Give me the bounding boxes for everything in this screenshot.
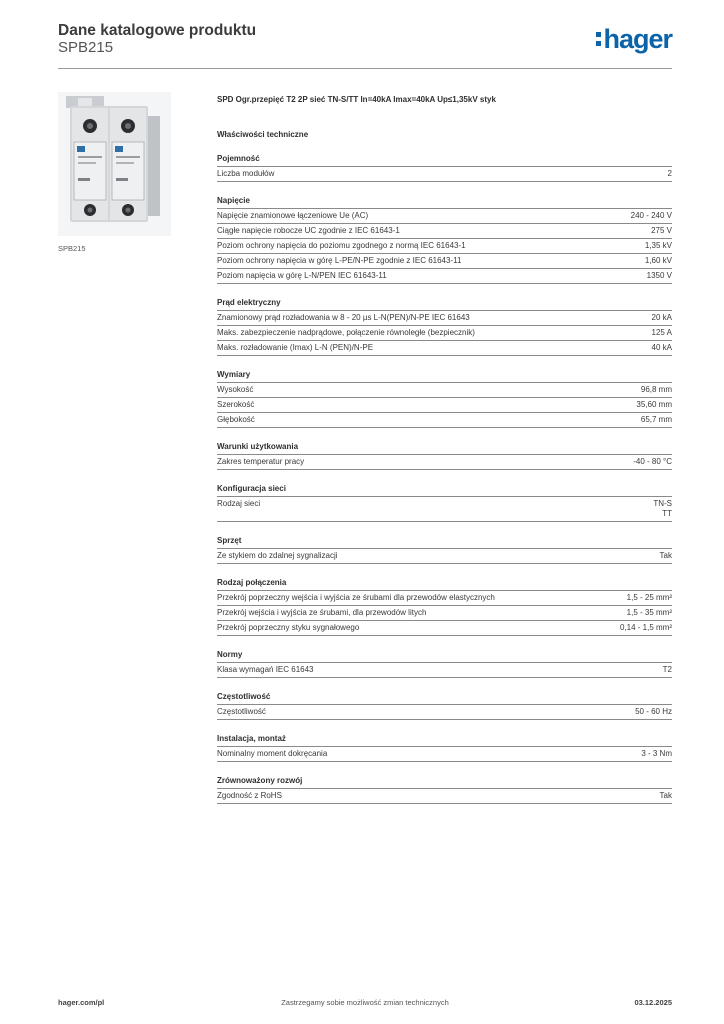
property-value: 0,14 - 1,5 mm² [619,623,672,632]
property-group-title: Rodzaj połączenia [217,578,287,587]
property-value: 50 - 60 Hz [635,707,672,716]
document-title: Dane katalogowe produktu [58,22,257,39]
property-label: Przekrój poprzeczny styku sygnałowego [217,623,360,632]
property-row [217,620,672,636]
product-image [58,92,171,236]
property-label: Klasa wymagań IEC 61643 [217,665,314,674]
property-value: TN-S TT [653,499,672,518]
property-label: Głębokość [217,415,255,424]
property-value: Tak [659,551,672,560]
property-row [217,310,672,325]
property-value: 96,8 mm [640,385,672,394]
property-row [217,253,672,268]
property-value: 1,5 - 25 mm² [626,593,672,602]
property-group [217,650,672,678]
property-label: Zgodność z RoHS [217,791,282,800]
property-label: Liczba modułów [217,169,275,178]
property-row [217,382,672,397]
property-row [217,397,672,412]
property-group-title: Wymiary [217,370,251,379]
property-value: 1,60 kV [644,256,672,265]
property-group-title: Instalacja, montaż [217,734,286,743]
property-value: 125 A [651,328,672,337]
property-row [217,340,672,356]
property-row [217,704,672,720]
property-group [217,536,672,564]
property-value: 240 - 240 V [630,211,672,220]
footer-date: 03.12.2025 [634,998,672,1007]
property-value: -40 - 80 °C [633,457,672,466]
property-group-title: Warunki użytkowania [217,442,299,451]
property-value: 3 - 3 Nm [641,749,672,758]
property-group [217,298,672,356]
property-row [217,166,672,182]
hager-logo [596,26,672,52]
property-label: Znamionowy prąd rozładowania w 8 - 20 µs L-N(PEN)/N-PE IEC 61643 [217,313,470,322]
property-value: 65,7 mm [640,415,672,424]
property-row [217,590,672,605]
property-group-title: Pojemność [217,154,260,163]
property-label: Ciągłe napięcie robocze UC zgodnie z IEC 61643-1 [217,226,400,235]
property-group-title: Normy [217,650,243,659]
property-row [217,325,672,340]
product-description: SPD Ogr.przepięć T2 2P sieć TN-S/TT In=40kA Imax=40kA Up≤1,35kV styk [217,95,496,104]
property-row [217,605,672,620]
property-group-title: Zrównoważony rozwój [217,776,303,785]
property-value: 40 kA [651,343,672,352]
property-group-title: Sprzęt [217,536,242,545]
property-row [217,208,672,223]
property-row [217,788,672,804]
property-group [217,484,672,522]
property-row [217,412,672,428]
property-label: Poziom ochrony napięcia w górę L-PE/N-PE zgodnie z IEC 61643-11 [217,256,462,265]
property-group [217,692,672,720]
property-label: Zakres temperatur pracy [217,457,305,466]
header-divider [58,68,672,69]
property-group [217,578,672,636]
property-row [217,662,672,678]
property-group [217,196,672,284]
property-group [217,734,672,762]
property-value: 1,5 - 35 mm² [626,608,672,617]
property-group-title: Napięcie [217,196,250,205]
property-label: Poziom ochrony napięcia do poziomu zgodnego z normą IEC 61643-1 [217,241,466,250]
property-group-title: Prąd elektryczny [217,298,281,307]
property-label: Częstotliwość [217,707,266,716]
property-group-title: Częstotliwość [217,692,271,701]
property-value: 35,60 mm [636,400,672,409]
property-label: Rodzaj sieci [217,499,261,508]
property-group [217,370,672,428]
property-label: Przekrój wejścia i wyjścia ze śrubami, dla przewodów litych [217,608,427,617]
property-group-title: Konfiguracja sieci [217,484,286,493]
property-row [217,496,672,522]
property-label: Nominalny moment dokręcania [217,749,328,758]
page-footer [58,998,672,1010]
property-row [217,454,672,470]
property-label: Poziom napięcia w górę L-N/PEN IEC 61643-11 [217,271,387,280]
property-value: 1350 V [646,271,672,280]
property-label: Napięcie znamionowe łączeniowe Ue (AC) [217,211,369,220]
surge-protector-illustration [58,92,171,236]
logo-dots-icon [596,32,601,46]
property-row [217,268,672,284]
property-label: Maks. rozładowanie (Imax) L-N (PEN)/N-PE [217,343,374,352]
property-row [217,746,672,762]
footer-disclaimer: Zastrzegamy sobie możliwość zmian technicznych [281,998,449,1007]
product-code: SPB215 [58,39,114,56]
property-label: Maks. zabezpieczenie nadprądowe, połączenie równoległe (bezpiecznik) [217,328,475,337]
property-row [217,548,672,564]
property-label: Wysokość [217,385,254,394]
property-value: Tak [659,791,672,800]
footer-website: hager.com/pl [58,998,105,1007]
property-value: 20 kA [651,313,672,322]
property-value: 2 [667,169,672,178]
property-row [217,223,672,238]
product-image-caption: SPB215 [58,244,86,253]
property-label: Szerokość [217,400,255,409]
property-value: 275 V [651,226,672,235]
property-row [217,238,672,253]
property-value: 1,35 kV [644,241,672,250]
property-group [217,776,672,804]
property-group [217,154,672,182]
page-header [58,22,672,68]
product-data-section [217,95,672,804]
property-groups [217,154,672,804]
property-value: T2 [662,665,672,674]
property-label: Ze stykiem do zdalnej sygnalizacji [217,551,338,560]
technical-properties-heading: Właściwości techniczne [217,130,309,139]
logo-text: hager [603,24,672,54]
property-group [217,442,672,470]
property-label: Przekrój poprzeczny wejścia i wyjścia ze śrubami dla przewodów elastycznych [217,593,495,602]
